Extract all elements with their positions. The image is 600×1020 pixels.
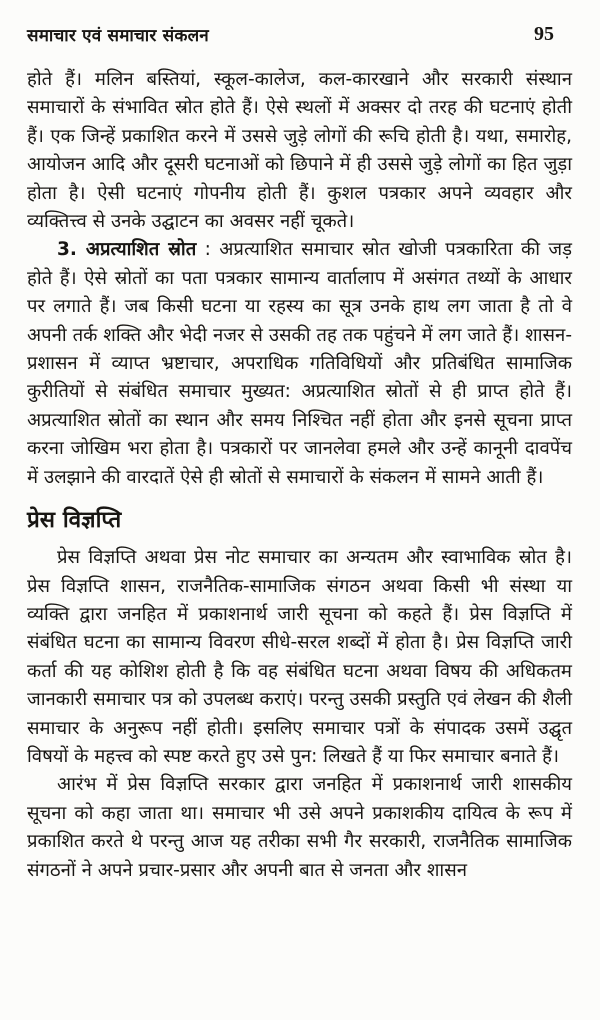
paragraph-press-release-definition: प्रेस विज्ञप्ति अथवा प्रेस नोट समाचार का अन्यतम और स्वाभाविक स्रोत है। प्रेस विज्ञप्ति शासन, राजनैतिक-सामाजिक संगठन अथवा किसी भी संस्था या व्यक्ति द्वारा जनहित में प्रकाशनार्थ जारी सूचना को कहते हैं। प्रेस विज्ञप्ति में संबंधित घटना का सामान्य विवरण सीधे-सरल शब्दों में होता है। प्रेस विज्ञप्ति जारी कर्ता की यह कोशिश होती है कि वह संबंधित घटना अथवा विषय की अधिकतम जानकारी समाचार पत्र को उपलब्ध कराएं। परन्तु उसकी प्रस्तुति एवं लेखन की शैली समाचार के अनुरूप नहीं होती। इसलिए समाचार पत्रों के संपादक उसमें उद्घृत विषयों के महत्त्व को स्पष्ट करते हुए उसे पुन: लिखते हैं या फिर समाचार बनाते हैं।: [27, 547, 572, 767]
page-body: [27, 66, 572, 885]
paragraph-press-release-history: आरंभ में प्रेस विज्ञप्ति सरकार द्वारा जनहित में प्रकाशनार्थ जारी शासकीय सूचना को कहा जाता था। समाचार भी उसे अपने प्रकाशकीय दायित्व के रूप में प्रकाशित करते थे परन्तु आज यह तरीका सभी गैर सरकारी, राजनैतिक सामाजिक संगठनों ने अपने प्रचार-प्रसार और अपनी बात से जनता और शासन: [27, 774, 572, 881]
page-header: [27, 23, 572, 46]
running-title: समाचार एवं समाचार संकलन: [27, 26, 209, 46]
paragraph-unexpected-sources: [27, 236, 572, 492]
paragraph-lead-number-title: 3. अप्रत्याशित स्रोत: [57, 239, 197, 261]
paragraph-unexpected-sources-text: अप्रत्याशित समाचार स्रोत खोजी पत्रकारिता की जड़ होते हैं। ऐसे स्रोतों का पता पत्रकार सामान्य वार्तालाप में असंगत तथ्यों के आधार पर लगाते हैं। जब किसी घटना या रहस्य का सूत्र उनके हाथ लग जाता है तो वे अपनी तर्क शक्ति और भेदी नजर से उसकी तह तक पहुंचने में लग जाते हैं। शासन-प्रशासन में व्याप्त भ्रष्टाचार, अपराधिक गतिविधियों और प्रतिबंधित सामाजिक कुरीतियों से संबंधित समाचार मुख्यत: अप्रत्याशित स्रोतों से ही प्राप्त होते हैं। अप्रत्याशित स्रोतों का स्थान और समय निश्चित नहीं होता और इनसे सूचना प्राप्त करना जोखिम भरा होता है। पत्रकारों पर जानलेवा हमले और उन्हें कानूनी दावपेंच में उलझाने की वारदातें ऐसे ही स्रोतों से समाचारों के संकलन में सामने आती हैं।: [27, 239, 572, 488]
page-number: 95: [534, 23, 554, 45]
paragraph-news-spots-continued: होते हैं। मलिन बस्तियां, स्कूल-कालेज, कल-कारखाने और सरकारी संस्थान समाचारों के संभावित स्रोत होते हैं। ऐसे स्थलों में अक्सर दो तरह की घटनाएं होती हैं। एक जिन्हें प्रकाशित करने में उससे जुड़े लोगों की रूचि होती है। यथा, समारोह, आयोजन आदि और दूसरी घटनाओं को छिपाने में ही उससे जुड़े लोगों का हित जुड़ा होता है। ऐसी घटनाएं गोपनीय होती हैं। कुशल पत्रकार अपने व्यवहार और व्यक्तित्त्व से उनके उद्घाटन का अवसर नहीं चूकते।: [27, 69, 572, 233]
lead-separator: :: [196, 239, 220, 261]
section-heading-press-release: प्रेस विज्ञप्ति: [27, 507, 122, 534]
